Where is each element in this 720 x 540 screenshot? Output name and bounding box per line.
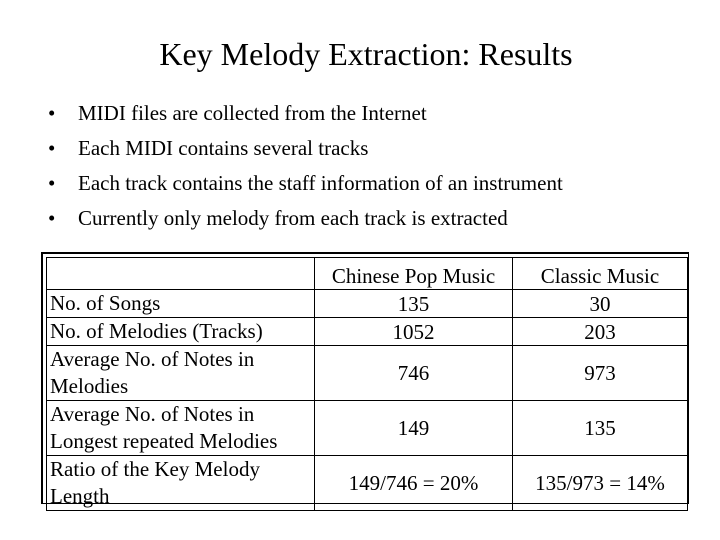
row-label xyxy=(47,401,315,456)
row-label xyxy=(47,346,315,401)
column-header-classic: Classic Music xyxy=(513,258,688,290)
table-cell: 135/973 = 14% xyxy=(513,456,688,511)
row-label-line: Average No. of Notes in xyxy=(50,402,255,426)
bullet-dot-icon: • xyxy=(48,171,56,195)
row-label-line: Melodies xyxy=(50,374,129,398)
table-cell: 149/746 = 20% xyxy=(315,456,513,511)
table-cell: 1052 xyxy=(315,318,513,346)
table-cell: 203 xyxy=(513,318,688,346)
bullet-item xyxy=(48,166,563,201)
table-cell: 135 xyxy=(315,290,513,318)
table-cell: 973 xyxy=(513,346,688,401)
bullet-text: Currently only melody from each track is extracted xyxy=(78,206,508,230)
bullet-item xyxy=(48,96,563,131)
table-row xyxy=(47,318,688,346)
results-table xyxy=(46,257,688,511)
table-row xyxy=(47,401,688,456)
bullet-text: Each MIDI contains several tracks xyxy=(78,136,369,160)
table-cell: 149 xyxy=(315,401,513,456)
table-row xyxy=(47,456,688,511)
table-header-empty-cell xyxy=(47,258,315,290)
column-header-chinese-pop: Chinese Pop Music xyxy=(315,258,513,290)
bullet-dot-icon: • xyxy=(48,136,56,160)
bullet-text: Each track contains the staff information of an instrument xyxy=(78,171,563,195)
table-cell: 30 xyxy=(513,290,688,318)
row-label: No. of Songs xyxy=(47,290,315,318)
table-cell: 746 xyxy=(315,346,513,401)
row-label: No. of Melodies (Tracks) xyxy=(47,318,315,346)
bullet-dot-icon: • xyxy=(48,206,56,230)
row-label-line: Length xyxy=(50,484,110,508)
table-header-row xyxy=(47,258,688,290)
bullet-text: MIDI files are collected from the Internet xyxy=(78,101,427,125)
bullet-dot-icon: • xyxy=(48,101,56,125)
results-table-frame xyxy=(41,252,689,508)
table-cell: 135 xyxy=(513,401,688,456)
row-label-line: Ratio of the Key Melody xyxy=(50,457,260,481)
row-label xyxy=(47,456,315,511)
bullet-item xyxy=(48,131,563,166)
table-row xyxy=(47,346,688,401)
row-label-line: Average No. of Notes in xyxy=(50,347,255,371)
table-row xyxy=(47,290,688,318)
slide-title: Key Melody Extraction: Results xyxy=(159,36,573,72)
bullet-list xyxy=(48,96,563,236)
bullet-item xyxy=(48,201,563,236)
row-label-line: Longest repeated Melodies xyxy=(50,429,278,453)
